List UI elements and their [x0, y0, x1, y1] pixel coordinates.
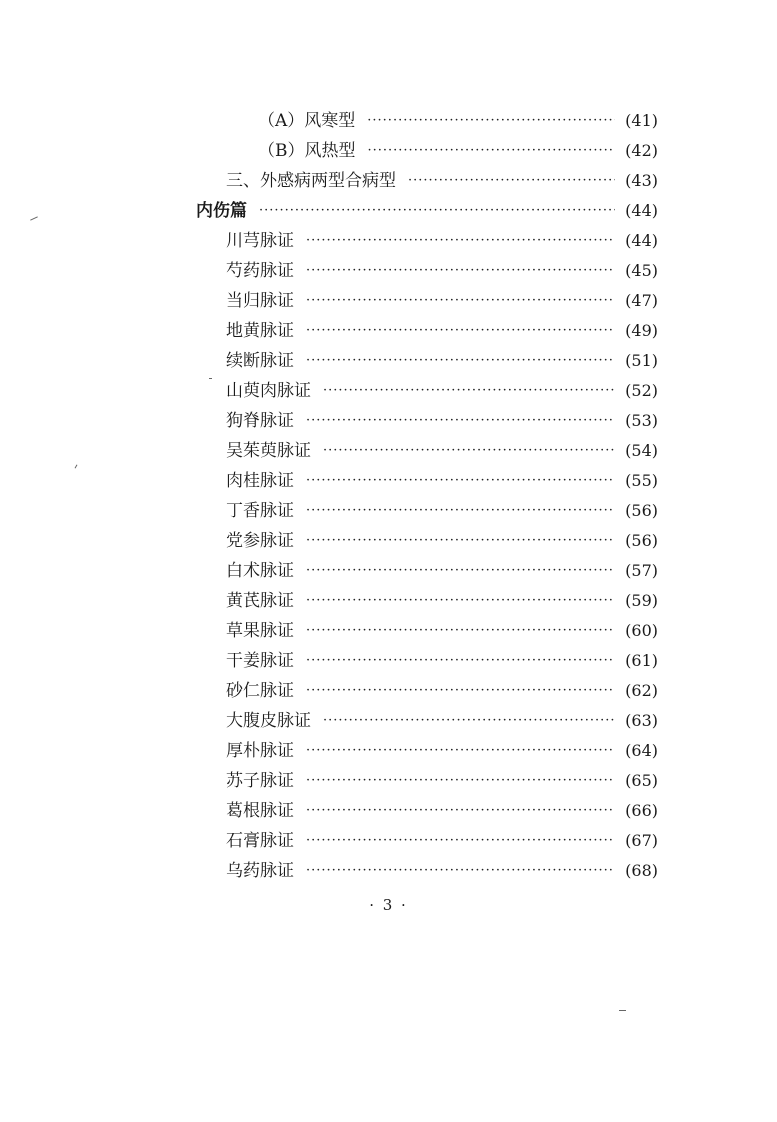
scan-speck	[209, 378, 212, 379]
toc-entry-page: (56)	[625, 501, 658, 520]
dot-leader	[306, 466, 615, 496]
dot-leader	[323, 436, 615, 466]
toc-section-heading[interactable]	[196, 196, 658, 226]
toc-entry[interactable]	[226, 436, 658, 466]
dot-leader	[368, 136, 616, 166]
toc-entry-label: 肉桂脉证	[226, 471, 294, 491]
toc-entry[interactable]	[226, 316, 658, 346]
toc-entry-page: (42)	[625, 141, 658, 160]
toc-entry-label: 黄芪脉证	[226, 591, 294, 611]
dot-leader	[306, 736, 615, 766]
toc-entry-label: 丁香脉证	[226, 501, 294, 521]
toc-entry[interactable]	[226, 616, 658, 646]
toc-entry-page: (67)	[625, 831, 658, 850]
dot-leader	[306, 226, 615, 256]
toc-entry-page: (56)	[625, 531, 658, 550]
toc-entry-label: 三、外感病两型合病型	[226, 171, 396, 191]
dot-leader	[306, 826, 615, 856]
toc-entry-page: (53)	[625, 411, 658, 430]
dot-leader	[323, 706, 615, 736]
toc-entry[interactable]	[226, 466, 658, 496]
toc-entry-label: 草果脉证	[226, 621, 294, 641]
toc-entry-page: (43)	[625, 171, 658, 190]
toc-entry[interactable]	[226, 166, 658, 196]
toc-entry-label: 当归脉证	[226, 291, 294, 311]
toc-entry[interactable]	[226, 286, 658, 316]
toc-entry[interactable]	[226, 856, 658, 886]
toc-entry[interactable]	[226, 676, 658, 706]
toc-entry-label: （B）风热型	[258, 141, 356, 161]
toc-entry-page: (63)	[625, 711, 658, 730]
toc-entry-label: 狗脊脉证	[226, 411, 294, 431]
dot-leader	[306, 496, 615, 526]
toc-entry-label: 山萸肉脉证	[226, 381, 311, 401]
toc-entry-page: (44)	[625, 231, 658, 250]
dot-leader	[306, 616, 615, 646]
toc-entry-page: (57)	[625, 561, 658, 580]
toc-entry[interactable]	[258, 106, 658, 136]
toc-entry[interactable]	[226, 826, 658, 856]
toc-entry-label: 砂仁脉证	[226, 681, 294, 701]
toc-entry-page: (64)	[625, 741, 658, 760]
dot-leader	[306, 646, 615, 676]
toc-entry[interactable]	[226, 766, 658, 796]
toc-entry-label: 内伤篇	[196, 201, 247, 221]
toc-entry[interactable]	[226, 706, 658, 736]
toc-entry-page: (55)	[625, 471, 658, 490]
toc-entry[interactable]	[226, 796, 658, 826]
dot-leader	[306, 316, 615, 346]
toc-entry[interactable]	[226, 226, 658, 256]
dot-leader	[306, 556, 615, 586]
dot-leader	[306, 406, 615, 436]
toc-entry[interactable]	[226, 646, 658, 676]
dot-leader	[306, 286, 615, 316]
toc-entry[interactable]	[226, 376, 658, 406]
toc-entry[interactable]	[226, 736, 658, 766]
toc-entry-page: (47)	[625, 291, 658, 310]
toc-entry-label: 厚朴脉证	[226, 741, 294, 761]
toc-entry-label: 苏子脉证	[226, 771, 294, 791]
toc-entry-page: (65)	[625, 771, 658, 790]
dot-leader	[306, 676, 615, 706]
toc-entry-page: (49)	[625, 321, 658, 340]
toc-entry-label: 葛根脉证	[226, 801, 294, 821]
scan-speck	[619, 1010, 626, 1011]
dot-leader	[306, 766, 615, 796]
toc-entry-page: (41)	[625, 111, 658, 130]
toc-entry-page: (52)	[625, 381, 658, 400]
toc-entry-label: 吴茱萸脉证	[226, 441, 311, 461]
toc-entry-page: (54)	[625, 441, 658, 460]
dot-leader	[259, 196, 615, 226]
toc-entry-label: 芍药脉证	[226, 261, 294, 281]
toc-entry-page: (51)	[625, 351, 658, 370]
scan-speck	[30, 216, 38, 220]
dot-leader	[306, 256, 615, 286]
dot-leader	[306, 796, 615, 826]
toc-entry-label: 续断脉证	[226, 351, 294, 371]
toc-entry-label: 乌药脉证	[226, 861, 294, 881]
toc-entry-label: 白术脉证	[226, 561, 294, 581]
toc-entry-label: 地黄脉证	[226, 321, 294, 341]
page-number: · 3 ·	[369, 896, 408, 914]
dot-leader	[367, 106, 615, 136]
toc-entry[interactable]	[226, 496, 658, 526]
toc-entry-page: (59)	[625, 591, 658, 610]
dot-leader	[408, 166, 615, 196]
dot-leader	[323, 376, 615, 406]
dot-leader	[306, 586, 615, 616]
toc-entry[interactable]	[226, 526, 658, 556]
toc-entry-page: (44)	[625, 201, 658, 220]
toc-entry-page: (66)	[625, 801, 658, 820]
toc-entry-label: 党参脉证	[226, 531, 294, 551]
toc-entry-label: 川芎脉证	[226, 231, 294, 251]
toc-entry-label: 大腹皮脉证	[226, 711, 311, 731]
toc-entry[interactable]	[258, 136, 658, 166]
toc-entry-label: 石膏脉证	[226, 831, 294, 851]
toc-entry-label: （A）风寒型	[258, 111, 356, 131]
dot-leader	[306, 346, 615, 376]
dot-leader	[306, 526, 615, 556]
toc-entry-page: (45)	[625, 261, 658, 280]
toc-entry[interactable]	[226, 586, 658, 616]
toc-entry[interactable]	[226, 256, 658, 286]
toc-entry-label: 干姜脉证	[226, 651, 294, 671]
toc-entry-page: (61)	[625, 651, 658, 670]
toc-entry[interactable]	[226, 406, 658, 436]
toc-entry-page: (62)	[625, 681, 658, 700]
dot-leader	[306, 856, 615, 886]
toc-entry-page: (68)	[625, 861, 658, 880]
toc-entry[interactable]	[226, 556, 658, 586]
toc-entry-page: (60)	[625, 621, 658, 640]
scan-speck	[75, 465, 78, 469]
toc-entry[interactable]	[226, 346, 658, 376]
